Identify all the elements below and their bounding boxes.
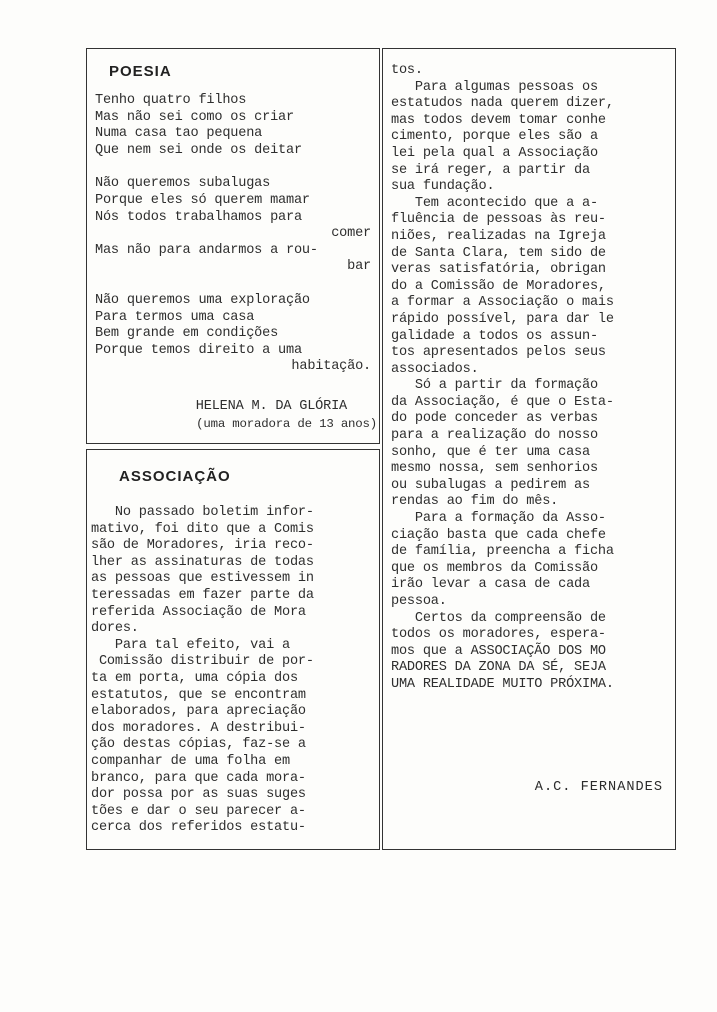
article-line: estatutos, que se encontram — [91, 687, 306, 703]
poem-line: Numa casa tao pequena — [95, 126, 263, 142]
poem-line: Para termos uma casa — [95, 309, 255, 325]
article-line: de Santa Clara, tem sido de — [391, 245, 606, 261]
article-line: pessoa. — [391, 594, 447, 609]
article-line: Comissão distribuir de por- — [91, 654, 314, 670]
article-line: a formar a Associação o mais — [391, 295, 614, 311]
article-line: ou subalugas a pedirem as — [391, 477, 590, 493]
article-line: todos os moradores, espera- — [391, 627, 606, 643]
article-line: mesmo nossa, sem senhorios — [391, 461, 598, 477]
poem-line: Mas não para andarmos a rou- — [95, 242, 318, 258]
poem-line: Porque eles só querem mamar — [95, 192, 310, 208]
article-line: são de Moradores, iria reco- — [91, 538, 314, 554]
poem-line: Bem grande em condições — [95, 326, 279, 342]
article-line: dor possa por as suas suges — [91, 787, 306, 803]
article-line: dores. — [91, 621, 139, 637]
article-line: irão levar a casa de cada — [391, 577, 590, 593]
article-line: niões, realizadas na Igreja — [391, 228, 606, 244]
article-line: que os membros da Comissão — [391, 560, 598, 576]
poem-line: habitação. — [291, 359, 371, 375]
poesia-title: POESIA — [109, 63, 172, 80]
article-line: do pode conceder as verbas — [391, 411, 598, 427]
article-line: Só a partir da formação — [391, 378, 598, 394]
right-column-section — [382, 48, 676, 850]
article-line: companhar de uma folha em — [91, 753, 290, 769]
article-line: mos que a ASSOCIAÇÃO DOS MO — [391, 643, 606, 659]
poem-body — [95, 93, 375, 376]
article-line: do a Comissão de Moradores, — [391, 278, 606, 294]
poem-line: Não queremos subalugas — [95, 176, 271, 192]
article-line: Para algumas pessoas os — [391, 79, 598, 95]
article-line: cimento, porque eles são a — [391, 129, 598, 145]
poem-line: bar — [347, 259, 371, 275]
article-line: galidade a todos os assun- — [391, 328, 598, 344]
associacao-body — [91, 505, 377, 837]
article-line: elaborados, para apreciação — [91, 704, 306, 720]
article-line: Tem acontecido que a a- — [391, 195, 598, 211]
article-line: rendas ao fim do mês. — [391, 494, 559, 510]
article-line: referida Associação de Mora — [91, 604, 306, 620]
article-line: ção destas cópias, faz-se a — [91, 737, 306, 753]
article-line: teressadas em fazer parte da — [91, 587, 314, 603]
article-line: sua fundação. — [391, 179, 495, 195]
article-line: mativo, foi dito que a Comis — [91, 521, 314, 537]
article-line: sonho, que é ter uma casa — [391, 444, 590, 460]
article-line: tões e dar o seu parecer a- — [91, 803, 306, 819]
article-line: branco, para que cada mora- — [91, 770, 306, 786]
article-signature: A.C. FERNANDES — [534, 780, 663, 795]
article-line: se irá reger, a partir da — [391, 162, 590, 178]
article-line: tos. — [391, 63, 423, 78]
poem-line: Tenho quatro filhos — [95, 93, 247, 108]
article-line: dos moradores. A destribui- — [91, 720, 306, 736]
article-line: lei pela qual a Associação — [391, 145, 598, 161]
article-line: para a realização do nosso — [391, 428, 598, 444]
poem-line: Porque temos direito a uma — [95, 342, 302, 358]
article-line: Para a formação da Asso- — [391, 511, 606, 527]
article-line: No passado boletim infor- — [91, 505, 314, 520]
article-line: de família, preencha a ficha — [391, 544, 614, 560]
article-line: Certos da compreensão de — [391, 610, 606, 626]
right-column-body — [391, 63, 673, 694]
poem-line: comer — [331, 226, 371, 242]
associacao-section — [86, 449, 380, 850]
poem-line: Que nem sei onde os deitar — [95, 142, 302, 158]
poem-line: Mas não sei como os criar — [95, 109, 294, 125]
article-line: ta em porta, uma cópia dos — [91, 670, 298, 686]
article-signature-block — [383, 777, 663, 795]
poem-author: HELENA M. DA GLÓRIA — [195, 399, 347, 414]
article-line: associados. — [391, 361, 479, 377]
article-line: fluência de pessoas às reu- — [391, 212, 606, 228]
article-line: estatudos nada querem dizer, — [391, 96, 614, 112]
article-line: lher as assinaturas de todas — [91, 554, 314, 570]
stanza-gap — [95, 276, 375, 293]
associacao-title: ASSOCIAÇÃO — [119, 468, 231, 485]
poesia-section — [86, 48, 380, 444]
article-line: veras satisfatória, obrigan — [391, 262, 606, 278]
article-line: RADORES DA ZONA DA SÉ, SEJA — [391, 660, 606, 676]
article-line: UMA REALIDADE MUITO PRÓXIMA. — [391, 676, 614, 692]
article-line: mas todos devem tomar conhe — [391, 112, 606, 128]
poem-author-note: (uma moradora de 13 anos) — [196, 416, 377, 431]
article-line: cerca dos referidos estatu- — [91, 820, 306, 836]
article-line: Para tal efeito, vai a — [91, 637, 290, 653]
article-line: rápido possível, para dar le — [391, 311, 614, 327]
poem-line: Não queremos uma exploração — [95, 292, 310, 308]
article-line: tos apresentados pelos seus — [391, 345, 606, 361]
stanza-gap — [95, 159, 375, 176]
poem-line: Nós todos trabalhamos para — [95, 209, 302, 225]
article-line: ciação basta que cada chefe — [391, 527, 606, 543]
poem-signature — [95, 399, 377, 432]
article-line: as pessoas que estivessem in — [91, 571, 314, 587]
article-line: da Associação, é que o Esta- — [391, 394, 614, 410]
